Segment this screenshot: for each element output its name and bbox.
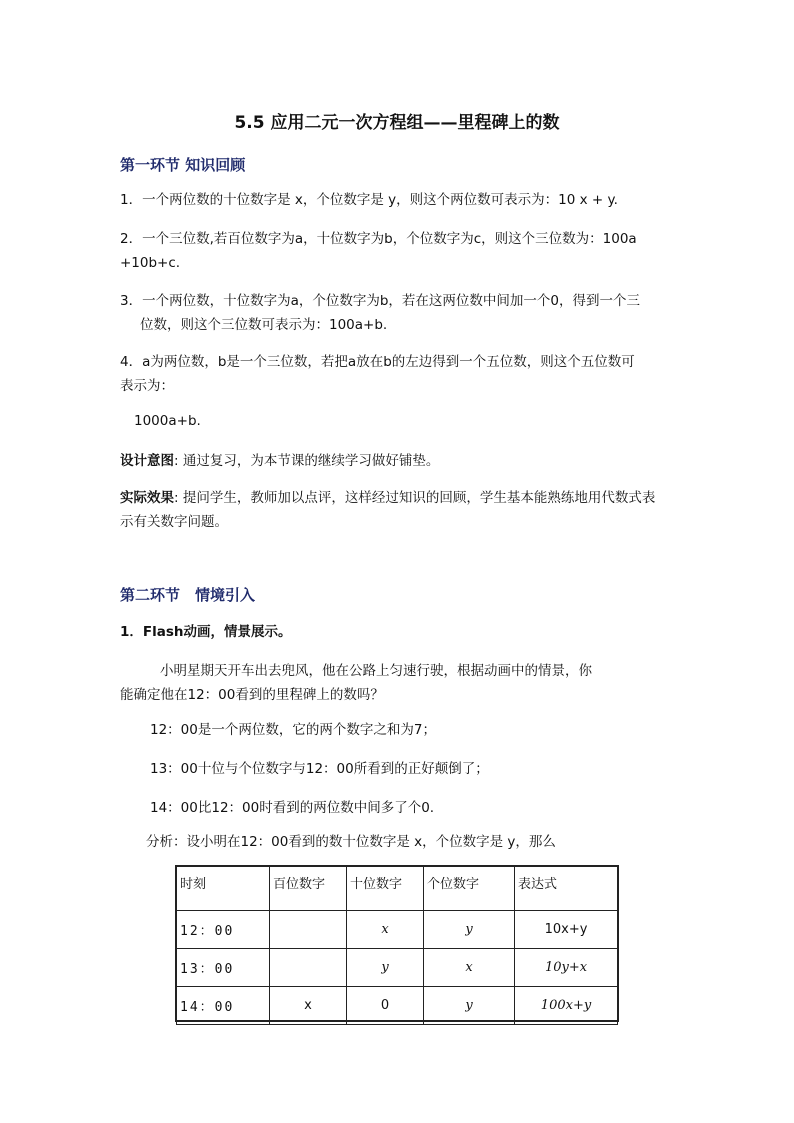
table-header-cell: 十位数字 [347, 867, 424, 911]
story-line-2: 能确定他在12：00看到的里程碑上的数吗？ [120, 687, 384, 703]
table-cell: x [347, 911, 424, 949]
table-cell: y [347, 949, 424, 987]
table-header-cell: 时刻 [177, 867, 270, 911]
review-item-2 [120, 227, 680, 275]
actual-effect-text-1: : 提问学生，教师加以点评，这样经过知识的回顾，学生基本能熟练地用代数式表 [174, 490, 656, 506]
table-cell: x [270, 987, 347, 1025]
actual-effect-label: 实际效果 [120, 490, 174, 506]
flash-animation-heading: 1．Flash动画，情景展示。 [120, 624, 292, 640]
table-cell: 12：00 [177, 911, 270, 949]
table-header-cell: 表达式 [515, 867, 618, 911]
table-cell: 0 [347, 987, 424, 1025]
review-item-4-answer: 1000a+b. [134, 413, 201, 429]
clue-1: 12：00是一个两位数，它的两个数字之和为7； [150, 722, 436, 738]
design-intent-label: 设计意图 [120, 453, 174, 469]
section1-heading: 第一环节 知识回顾 [120, 156, 246, 174]
review-item-3 [120, 289, 680, 337]
review-item-3-line2: 位数，则这个三位数可表示为：100a+b. [140, 317, 388, 333]
table-cell: 100x+y [515, 987, 618, 1025]
document-title: 5.5 应用二元一次方程组——里程碑上的数 [234, 113, 560, 133]
table-cell [270, 949, 347, 987]
table-row [177, 911, 618, 949]
table-cell: 13：00 [177, 949, 270, 987]
table-header-cell: 百位数字 [270, 867, 347, 911]
table-cell: 10y+x [515, 949, 618, 987]
actual-effect-text-2: 示有关数字问题。 [120, 514, 228, 530]
section2-heading: 第二环节 情境引入 [120, 586, 256, 604]
digits-table [176, 866, 618, 1025]
table-header-row [177, 867, 618, 911]
table-cell: 14：00 [177, 987, 270, 1025]
table-cell: x [424, 949, 515, 987]
table-header-cell: 个位数字 [424, 867, 515, 911]
table-row [177, 987, 618, 1025]
review-item-1-text: 1．一个两位数的十位数字是 x，个位数字是 y，则这个两位数可表示为：10 x + y. [120, 192, 618, 208]
table-row [177, 949, 618, 987]
story-line-1: 小明星期天开车出去兜风，他在公路上匀速行驶，根据动画中的情景，你 [160, 663, 592, 679]
design-intent-text: : 通过复习，为本节课的继续学习做好铺垫。 [174, 453, 440, 469]
story-paragraph [120, 659, 680, 707]
table-cell: 10x+y [515, 911, 618, 949]
review-item-4-line2: 表示为： [120, 378, 174, 394]
table-cell: y [424, 987, 515, 1025]
review-item-2-line1: 2．一个三位数,若百位数字为a，十位数字为b，个位数字为c，则这个三位数为：100a [120, 231, 637, 247]
review-item-2-line2: +10b+c. [120, 255, 181, 271]
table-cell: y [424, 911, 515, 949]
clue-3: 14：00比12：00时看到的两位数中间多了个0. [150, 800, 435, 816]
review-item-4-line1: 4．a为两位数，b是一个三位数，若把a放在b的左边得到一个五位数，则这个五位数可 [120, 354, 635, 370]
analysis-text: 分析：设小明在12：00看到的数十位数字是 x，个位数字是 y，那么 [146, 834, 556, 850]
actual-effect [120, 486, 680, 534]
table-cell [270, 911, 347, 949]
review-item-1 [120, 188, 680, 212]
design-intent [120, 449, 680, 473]
review-item-4 [120, 350, 680, 398]
clue-2: 13：00十位与个位数字与12：00所看到的正好颠倒了； [150, 761, 489, 777]
review-item-3-line1: 3．一个两位数，十位数字为a，个位数字为b，若在这两位数中间加一个0，得到一个三 [120, 293, 641, 309]
